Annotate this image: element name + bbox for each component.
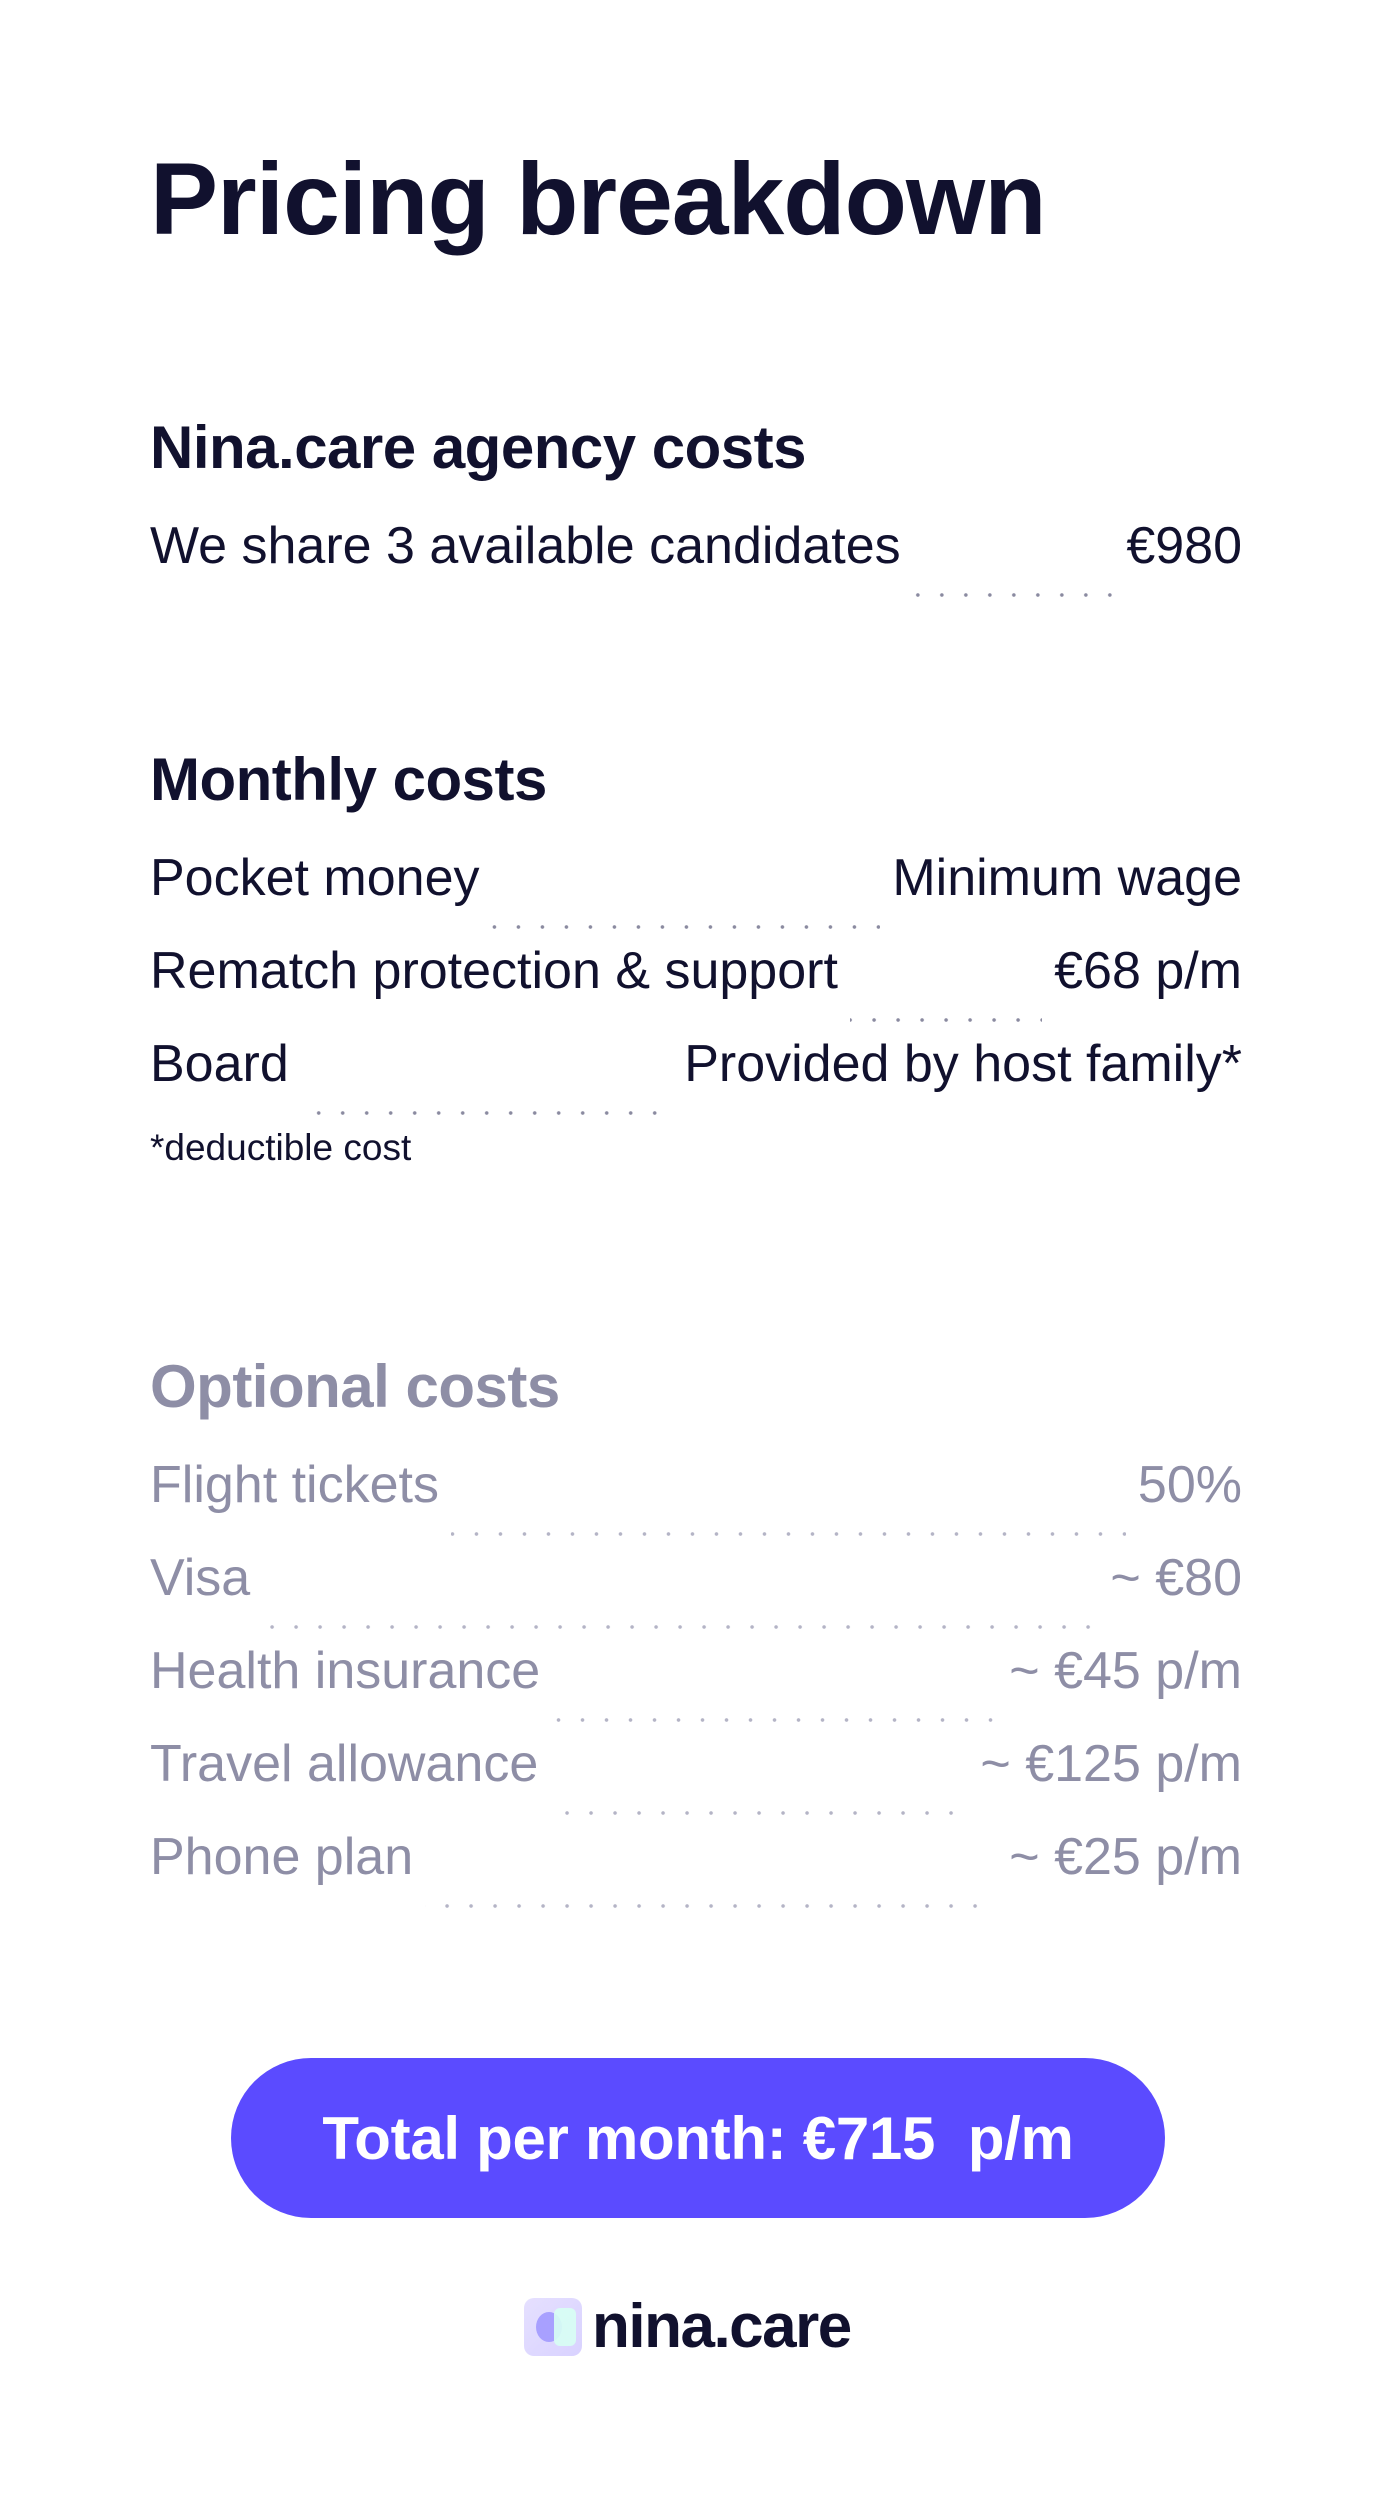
cost-label: Travel allowance [150,1735,539,1793]
cost-row [150,942,1242,1038]
cost-label: Health insurance [150,1642,541,1700]
deductible-footnote: *deductible cost [150,1127,412,1168]
cost-label: We share 3 available candidates [150,517,901,575]
cost-row [150,517,1242,613]
cost-value: €980 [1126,517,1242,575]
cost-value: ~ €45 p/m [1009,1642,1242,1700]
cost-value: €68 p/m [1054,942,1242,1000]
page-title: Pricing breakdown [150,142,1046,256]
optional-costs-heading: Optional costs [150,1353,560,1420]
cost-row [150,1642,1242,1738]
agency-costs-list [150,517,1242,613]
cost-label: Rematch protection & support [150,942,838,1000]
agency-costs-section [150,414,1242,613]
cost-row [150,1035,1242,1131]
cost-value: ~ €25 p/m [1009,1828,1242,1886]
dotted-leader [492,925,881,929]
dotted-leader [301,1111,672,1115]
nina-care-logo-icon [524,2298,582,2356]
monthly-costs-list [150,849,1242,1131]
monthly-costs-section [150,746,1242,1168]
cost-row [150,1735,1242,1831]
dotted-leader [850,1018,1042,1022]
agency-costs-heading: Nina.care agency costs [150,414,807,481]
cost-label: Visa [150,1549,251,1607]
dotted-leader [550,1811,968,1815]
cost-label: Pocket money [150,849,480,907]
cost-value: Provided by host family* [684,1035,1242,1093]
cost-label: Phone plan [150,1828,414,1886]
cost-row [150,1549,1242,1645]
cost-row [150,849,1242,945]
monthly-costs-heading: Monthly costs [150,746,547,813]
cost-value: ~ €125 p/m [980,1735,1242,1793]
cost-value: Minimum wage [892,849,1242,907]
cost-value: 50% [1137,1456,1242,1514]
cost-label: Board [150,1035,289,1093]
brand-logo [524,2292,851,2361]
optional-costs-section [150,1353,1242,1924]
dotted-leader [451,1532,1126,1536]
dotted-leader [262,1625,1098,1629]
optional-costs-list [150,1456,1242,1924]
dotted-leader [425,1904,997,1908]
brand-name: nina.care [592,2292,851,2361]
cost-row [150,1828,1242,1924]
dotted-leader [552,1718,997,1722]
total-per-month-button[interactable]: Total per month: €715 p/m [231,2058,1165,2218]
cost-row [150,1456,1242,1552]
dotted-leader [913,593,1115,597]
cost-label: Flight tickets [150,1456,439,1514]
cost-value: ~ €80 [1110,1549,1242,1607]
